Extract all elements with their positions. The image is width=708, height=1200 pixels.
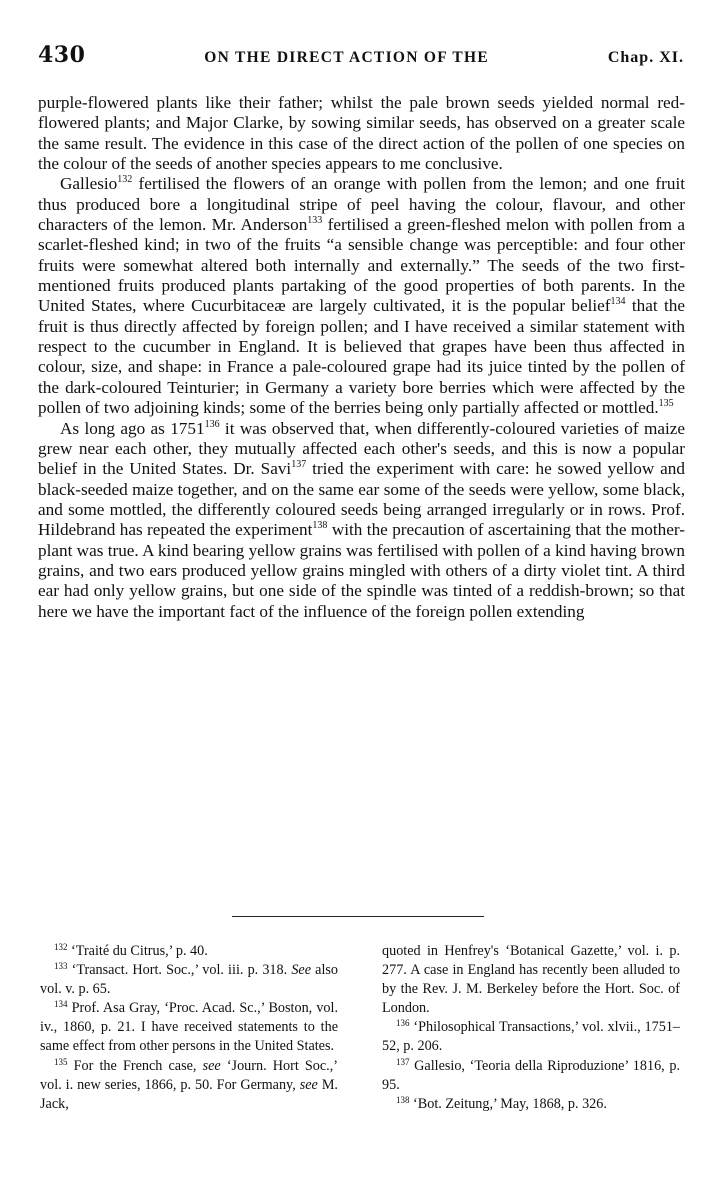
paragraph-1: purple-flowered plants like their father; whilst the pale brown seeds yielded normal red-flowered plants; and Major Clarke, by sowing similar seeds, has observed on a greater scale the same result. The evidence in this case of the direct action of the pollen of one species on the colour of the seeds of another species appears to me conclusive. [38,93,685,174]
footnote-136 [382,1018,680,1056]
footnote-number: 138 [396,1094,410,1105]
footnote-133 [40,961,338,999]
footnote-number: 134 [54,999,68,1010]
text-run: with the precaution of ascertaining that the mother-plant was true. A kind bearing yellow grains was fertilised with pollen of a kind having brown grains, and two ears produced yellow grains mingled with others of a dirty violet tint. A third ear had only yellow grains, but one side of the spindle was tinted of a reddish-brown; so that here we have the important fact of the influence of the foreign pollen extending [38,520,685,621]
footnote-see: see [299,1076,318,1093]
footnote-ref: 135 [658,398,674,410]
footnote-ref: 133 [307,215,323,227]
paragraph-3 [38,419,685,622]
text-run: it was observed that, when differently-coloured varieties of maize grew near each other, they mutually affected each other's seeds, and this is now a popular belief in the United States. Dr. Savi [38,418,685,479]
footnote-text: ‘Transact. Hort. Soc.,’ vol. iii. p. 318. [71,962,292,979]
footnote-132 [40,942,338,961]
footnote-ref: 138 [312,520,328,532]
footnote-ref: 134 [610,296,626,308]
footnote-number: 132 [54,942,68,952]
footnote-column-right [382,942,680,1114]
footnote-135 [40,1057,338,1114]
text-run: As long ago as 1751 [60,418,205,438]
text-run: tried the experiment with care: he sowed yellow and black-seeded maize together, and on the same ear some of the seeds were yellow, some black, and some mottled, the differently coloured seeds being arranged irregularly or in rows. Prof. Hildebrand has repeated the experiment [38,459,685,540]
text-run: Gallesio [60,174,118,194]
running-title: ON THE DIRECT ACTION OF THE [204,49,490,66]
footnote-see: See [291,962,312,979]
footnote-text: ‘Bot. Zeitung,’ May, 1868, p. 326. [413,1095,607,1112]
footnotes [40,942,680,1114]
footnote-see: see [202,1057,221,1074]
footnote-ref: 136 [204,418,220,430]
footnote-number: 137 [396,1056,410,1067]
text-run: that the fruit is thus directly affected by foreign pollen; and I have received a similar statement with respect to the cucumber in England. It is believed that grapes have been thus affected in colour, size, and shape: in France a pale-coloured grape had its juice tinted by the pollen of the dark-coloured Teinturier; in Germany a variety bore berries which were affected by the pollen of two adjoining kinds; some of the berries being only partially affected or mottled. [38,296,685,418]
body-text [38,93,685,622]
footnote-number: 133 [54,961,68,972]
page-header [38,42,684,72]
footnote-text: Gallesio, ‘Teoria della Riproduzione’ 1816, p. 95. [382,1057,680,1093]
footnote-text: M. Jack, [40,1076,338,1112]
footnote-divider [232,916,484,917]
footnote-text: ‘Journ. Hort Soc.,’ vol. i. new series, 1866, p. 50. For Germany, [40,1057,339,1093]
footnote-135-continued: quoted in Henfrey's ‘Botanical Gazette,’ vol. i. p. 277. A case in England has recently been alluded to by the Rev. J. M. Berkeley before the Hort. Soc. of London. [382,943,680,1017]
paragraph-2 [38,174,685,418]
footnote-ref: 132 [117,174,133,186]
footnote-number: 136 [396,1018,410,1029]
footnote-text: ‘Traité du Citrus,’ p. 40. [71,943,208,959]
footnote-number: 135 [54,1056,68,1067]
footnote-134 [40,999,338,1056]
footnote-text: also vol. v. p. 65. [40,962,339,998]
chapter-label: Chap. XI. [607,49,684,66]
text-run: fertilised the flowers of an orange with pollen from the lemon; and one fruit thus produced bore a longitudinal stripe of peel having the colour, flavour, and other characters of the lemon. Mr. Anderson [38,174,685,235]
footnote-text: For the French case, [73,1057,203,1074]
page-number: 430 [38,42,86,68]
text-run: fertilised a green-fleshed melon with pollen from a scarlet-fleshed kind; in two of the fruits “a sensible change was perceptible: and four other fruits were somewhat altered both internally and externally.” The seeds of the two first-mentioned fruits produced plants partaking of the good properties of both parents. In the United States, where Cucurbitaceæ are largely cultivated, it is the popular belief [38,215,685,316]
footnote-column-left [40,942,338,1114]
footnote-137 [382,1057,680,1095]
footnote-ref: 137 [291,459,307,471]
footnote-text: ‘Philosophical Transactions,’ vol. xlvii., 1751–52, p. 206. [382,1019,681,1055]
footnote-138 [382,1095,680,1114]
footnote-text: Prof. Asa Gray, ‘Proc. Acad. Sc.,’ Boston, vol. iv., 1860, p. 21. I have received statements to the same effect from other persons in the United States. [40,1000,339,1055]
